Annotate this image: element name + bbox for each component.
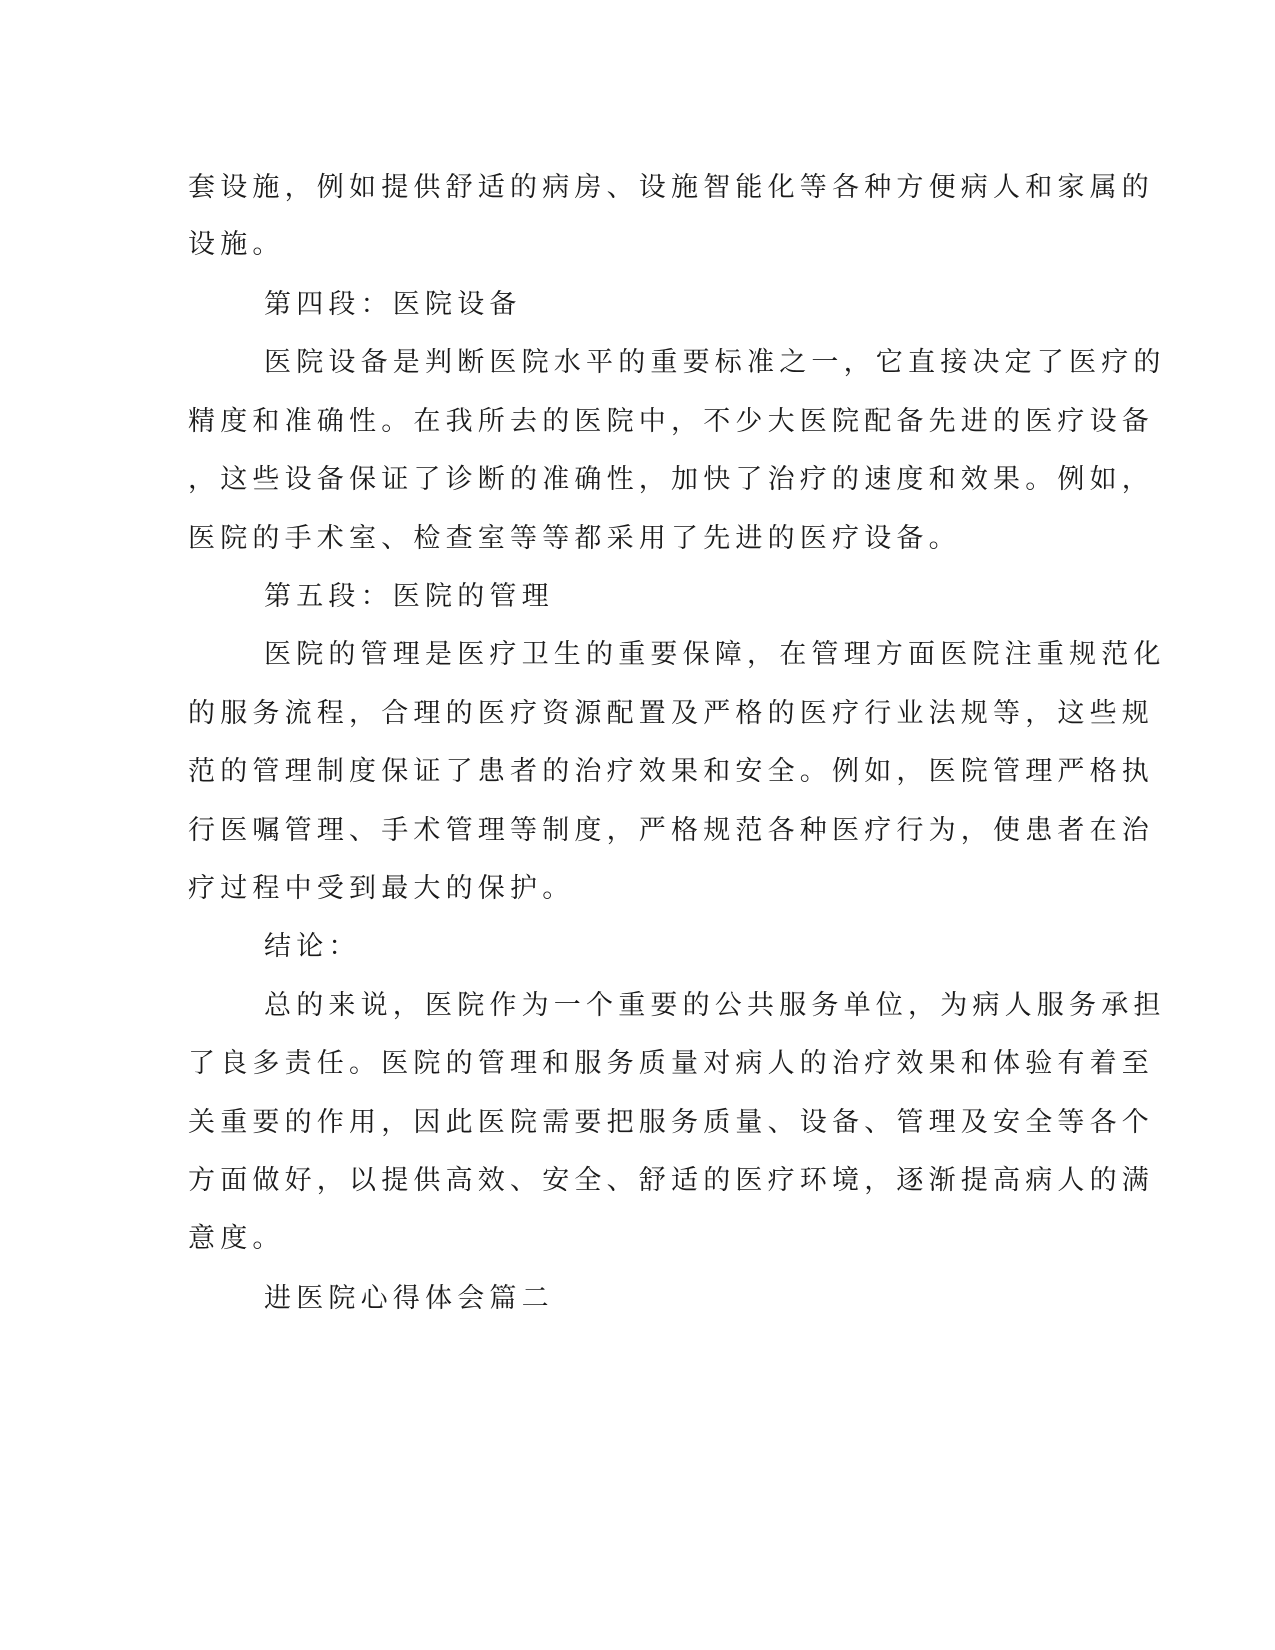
text-line-2: 设施。 (188, 229, 285, 260)
text-line-16: 了良多责任。医院的管理和服务质量对病人的治疗效果和体验有着至 (188, 1048, 1154, 1079)
text-line-5: 精度和准确性。在我所去的医院中，不少大医院配备先进的医疗设备 (188, 406, 1154, 437)
text-line-18: 方面做好，以提供高效、安全、舒适的医疗环境，逐渐提高病人的满 (188, 1165, 1154, 1196)
text-line-9: 医院的管理是医疗卫生的重要保障，在管理方面医院注重规范化 (264, 639, 1166, 670)
text-line-4: 医院设备是判断医院水平的重要标准之一，它直接决定了医疗的 (264, 347, 1166, 378)
section-heading-5: 第五段：医院的管理 (264, 581, 554, 612)
text-line-10: 的服务流程，合理的医疗资源配置及严格的医疗行业法规等，这些规 (188, 698, 1154, 729)
text-line-7: 医院的手术室、检查室等等都采用了先进的医疗设备。 (188, 523, 961, 554)
text-line-1: 套设施，例如提供舒适的病房、设施智能化等各种方便病人和家属的 (188, 172, 1154, 203)
text-line-11: 范的管理制度保证了患者的治疗效果和安全。例如，医院管理严格执 (188, 756, 1154, 787)
conclusion-heading: 结论： (264, 931, 361, 962)
section-heading-4: 第四段：医院设备 (264, 289, 522, 320)
text-line-17: 关重要的作用，因此医院需要把服务质量、设备、管理及安全等各个 (188, 1107, 1154, 1138)
text-line-15: 总的来说，医院作为一个重要的公共服务单位，为病人服务承担 (264, 990, 1166, 1021)
text-line-19: 意度。 (188, 1223, 285, 1254)
text-line-13: 疗过程中受到最大的保护。 (188, 873, 575, 904)
text-line-6: ，这些设备保证了诊断的准确性，加快了治疗的速度和效果。例如， (188, 464, 1154, 495)
section-title-part-two: 进医院心得体会篇二 (264, 1283, 554, 1314)
text-line-12: 行医嘱管理、手术管理等制度，严格规范各种医疗行为，使患者在治 (188, 815, 1154, 846)
